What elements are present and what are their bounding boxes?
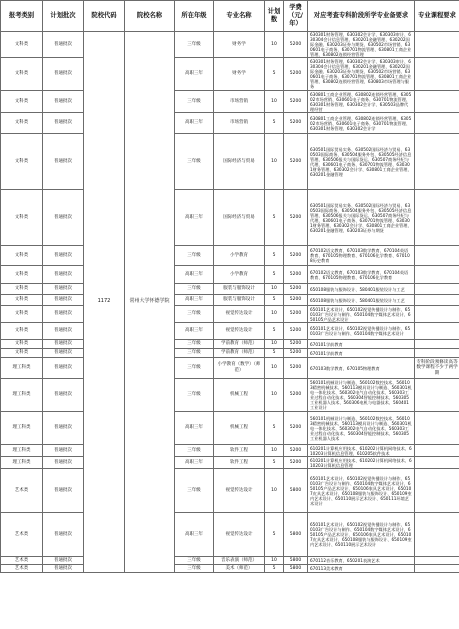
major-cell: 软件工程 — [214, 445, 265, 457]
table-row — [1, 91, 459, 113]
major-cell: 服装与服饰设计 — [214, 284, 265, 295]
plan-cell: 5 — [265, 457, 284, 469]
tuition-cell: 5200 — [284, 266, 308, 284]
category-cell: 文科类 — [1, 295, 43, 306]
grade-cell: 三年级 — [175, 379, 214, 412]
major-cell: 机械工程 — [214, 379, 265, 412]
batch-cell: 普通批次 — [43, 513, 84, 557]
table-row — [1, 412, 459, 445]
requirement-cell: 630301财务管理、630302会计学、630303审计、630304会计信息管理、630201金融管理、630202国际金融、630203证券与期货、630502市场营销、630601电子商务、630701物流管理、630801工商企业管理、630802连锁经营管理、630803市场管理与服务 — [308, 58, 415, 91]
requirement-cell: 650101艺术设计、650102视觉传播设计与制作、650103广告设计与制作、650104数字媒体艺术设计 — [308, 323, 415, 340]
major-cell: 视觉传达设计 — [214, 469, 265, 513]
category-cell: 文科类 — [1, 134, 43, 190]
school-code-cell: 1172 — [84, 32, 125, 573]
tuition-cell: 5200 — [284, 190, 308, 246]
major-cell: 视觉传达设计 — [214, 323, 265, 340]
category-cell: 理工科类 — [1, 445, 43, 457]
batch-cell: 普通批次 — [43, 295, 84, 306]
batch-cell: 普通批次 — [43, 32, 84, 58]
grade-cell: 高职三年 — [175, 412, 214, 445]
header-tuition: 学费（元/年） — [284, 1, 308, 32]
requirement-cell: 670112音乐教育、650201表演艺术 — [308, 557, 415, 565]
category-cell: 文科类 — [1, 349, 43, 358]
table-row — [1, 379, 459, 412]
major-cell: 软件工程 — [214, 457, 265, 469]
tuition-cell: 5200 — [284, 306, 308, 323]
batch-cell: 普通批次 — [43, 469, 84, 513]
tuition-cell: 5200 — [284, 349, 308, 358]
batch-cell: 普通批次 — [43, 58, 84, 91]
tuition-cell: 5200 — [284, 295, 308, 306]
tuition-cell: 5800 — [284, 565, 308, 573]
table-row — [1, 557, 459, 565]
grade-cell: 三年级 — [175, 246, 214, 266]
tuition-cell: 5800 — [284, 557, 308, 565]
grade-cell: 高职三年 — [175, 58, 214, 91]
note-cell — [415, 412, 459, 445]
grade-cell: 三年级 — [175, 445, 214, 457]
batch-cell: 普通批次 — [43, 349, 84, 358]
requirement-cell: 670102语文教育、670103数学教育、670104英语教育、670105物理教育、670106化学教育 — [308, 266, 415, 284]
table-row — [1, 284, 459, 295]
grade-cell: 三年级 — [175, 340, 214, 349]
grade-cell: 三年级 — [175, 284, 214, 295]
tuition-cell: 5200 — [284, 32, 308, 58]
grade-cell: 高职三年 — [175, 190, 214, 246]
major-cell: 市场营销 — [214, 113, 265, 134]
plan-cell: 10 — [265, 445, 284, 457]
grade-cell: 三年级 — [175, 32, 214, 58]
plan-cell: 10 — [265, 340, 284, 349]
category-cell: 文科类 — [1, 246, 43, 266]
major-cell: 小学教育 — [214, 266, 265, 284]
plan-cell: 5 — [265, 349, 284, 358]
note-cell — [415, 557, 459, 565]
batch-cell: 普通批次 — [43, 113, 84, 134]
table-row — [1, 113, 459, 134]
tuition-cell: 5200 — [284, 379, 308, 412]
note-cell — [415, 91, 459, 113]
plan-cell: 10 — [265, 284, 284, 295]
category-cell: 理工科类 — [1, 379, 43, 412]
requirement-cell: 630801工商企业管理、630802连锁经营管理、630502市场营销、630601电子商务、630701物流管理、630301财务管理、630302会计学 — [308, 113, 415, 134]
plan-cell: 5 — [265, 412, 284, 445]
note-cell — [415, 513, 459, 557]
plan-cell: 10 — [265, 91, 284, 113]
grade-cell: 高职三年 — [175, 457, 214, 469]
header-code: 院校代码 — [84, 1, 125, 32]
table-row — [1, 295, 459, 306]
plan-cell: 5 — [265, 113, 284, 134]
requirement-cell: 630501国际贸易实务、630502国际经济与贸易、630503国际商务、630504服务外包、630505经济信息管理、630506报关与国际货运、630507商务经纪与代理、630601电子商务、630701物流管理、630301财务管理、630302会计学、630801工商企业管理、630201金融管理、630203证券与期货 — [308, 190, 415, 246]
note-cell — [415, 32, 459, 58]
batch-cell: 普通批次 — [43, 323, 84, 340]
major-cell: 小学教育（数学）（师范） — [214, 358, 265, 379]
note-cell — [415, 246, 459, 266]
grade-cell: 三年级 — [175, 565, 214, 573]
plan-cell: 5 — [265, 295, 284, 306]
category-cell: 文科类 — [1, 91, 43, 113]
header-major: 专业名称 — [214, 1, 265, 32]
category-cell: 理工科类 — [1, 358, 43, 379]
table-row — [1, 246, 459, 266]
grade-cell: 高职三年 — [175, 513, 214, 557]
note-cell — [415, 306, 459, 323]
category-cell: 文科类 — [1, 190, 43, 246]
note-cell: 专科阶段须修读高等数学课程不少于两学期 — [415, 358, 459, 379]
requirement-cell: 650101艺术设计、650102视觉传播设计与制作、650103广告设计与制作、650104数字媒体艺术设计、650105产品艺术设计 — [308, 306, 415, 323]
tuition-cell: 5200 — [284, 246, 308, 266]
requirement-cell: 670102语文教育、670103数学教育、670104英语教育、670105物理教育、670106化学教育、670108历史教育 — [308, 246, 415, 266]
category-cell: 文科类 — [1, 113, 43, 134]
grade-cell: 三年级 — [175, 91, 214, 113]
major-cell: 财务学 — [214, 58, 265, 91]
major-cell: 机械工程 — [214, 412, 265, 445]
batch-cell: 普通批次 — [43, 266, 84, 284]
requirement-cell: 670113美术教育 — [308, 565, 415, 573]
batch-cell: 普通批次 — [43, 557, 84, 565]
grade-cell: 三年级 — [175, 557, 214, 565]
note-cell — [415, 323, 459, 340]
requirement-cell: 610201计算机应用技术、610202计算机网络技术、610203计算机信息管理、610205软件技术 — [308, 445, 415, 457]
requirement-cell: 630501国际贸易实务、630502国际经济与贸易、630503国际商务、630504服务外包、630505经济信息管理、630506报关与国际货运、630507商务经纪与代理、630601电子商务、630701物流管理、630301财务管理、630302会计学、630801工商企业管理、630201金融管理 — [308, 134, 415, 190]
plan-cell: 5 — [265, 246, 284, 266]
table-row — [1, 266, 459, 284]
tuition-cell: 5200 — [284, 134, 308, 190]
plan-cell: 5 — [265, 266, 284, 284]
category-cell: 艺术类 — [1, 469, 43, 513]
major-cell: 音乐表演（师范） — [214, 557, 265, 565]
batch-cell: 普通批次 — [43, 91, 84, 113]
plan-cell: 10 — [265, 557, 284, 565]
grade-cell: 三年级 — [175, 358, 214, 379]
major-cell: 学前教育（师范） — [214, 349, 265, 358]
tuition-cell: 5200 — [284, 113, 308, 134]
table-row — [1, 457, 459, 469]
category-cell: 文科类 — [1, 32, 43, 58]
major-cell: 服装与服饰设计 — [214, 295, 265, 306]
batch-cell: 普通批次 — [43, 284, 84, 295]
grade-cell: 高职三年 — [175, 323, 214, 340]
batch-cell: 普通批次 — [43, 358, 84, 379]
category-cell: 文科类 — [1, 266, 43, 284]
table-row — [1, 513, 459, 557]
table-row — [1, 469, 459, 513]
header-plan: 计划数 — [265, 1, 284, 32]
tuition-cell: 5200 — [284, 58, 308, 91]
requirement-cell: 670103数学教育、670105物理教育 — [308, 358, 415, 379]
note-cell — [415, 284, 459, 295]
plan-cell: 10 — [265, 32, 284, 58]
grade-cell: 高职三年 — [175, 113, 214, 134]
grade-cell: 三年级 — [175, 134, 214, 190]
requirement-cell: 650101艺术设计、650102视觉传播设计与制作、650103广告设计与制作、650104数字媒体艺术设计、650105产品艺术设计、650106家具艺术设计、650107皮具艺术设计、650108服装与服饰设计、650109室内艺术设计、650110展示艺术设计 — [308, 513, 415, 557]
note-cell — [415, 340, 459, 349]
table-body — [1, 32, 459, 573]
major-cell: 国际经济与贸易 — [214, 190, 265, 246]
table-row — [1, 58, 459, 91]
major-cell: 学前教育（师范） — [214, 340, 265, 349]
note-cell — [415, 379, 459, 412]
table-row — [1, 134, 459, 190]
header-batch: 计划批次 — [43, 1, 84, 32]
category-cell: 文科类 — [1, 340, 43, 349]
header-note: 专业课程要求 — [415, 1, 459, 32]
note-cell — [415, 266, 459, 284]
category-cell: 文科类 — [1, 58, 43, 91]
requirement-cell: 670101学前教育 — [308, 340, 415, 349]
header-category: 报考类别 — [1, 1, 43, 32]
table-row — [1, 32, 459, 58]
requirement-cell: 650108服装与服饰设计、580401服装设计与工艺 — [308, 295, 415, 306]
plan-cell: 10 — [265, 358, 284, 379]
grade-cell: 三年级 — [175, 349, 214, 358]
note-cell — [415, 469, 459, 513]
batch-cell: 普通批次 — [43, 445, 84, 457]
table-row — [1, 340, 459, 349]
tuition-cell: 5200 — [284, 457, 308, 469]
batch-cell: 普通批次 — [43, 190, 84, 246]
category-cell: 艺术类 — [1, 557, 43, 565]
grade-cell: 三年级 — [175, 306, 214, 323]
major-cell: 国际经济与贸易 — [214, 134, 265, 190]
category-cell: 文科类 — [1, 323, 43, 340]
grade-cell: 高职三年 — [175, 266, 214, 284]
table-row — [1, 565, 459, 573]
header-requirement: 对应考查专科阶段所学专业备要求 — [308, 1, 415, 32]
header-school-name: 院校名称 — [125, 1, 175, 32]
grade-cell: 三年级 — [175, 469, 214, 513]
plan-cell: 5 — [265, 513, 284, 557]
batch-cell: 普通批次 — [43, 340, 84, 349]
requirement-cell: 630801工商企业管理、630802连锁经营管理、630502市场营销、630601电子商务、630701物流管理、630301财务管理、630302会计学、630503品牌代理经营 — [308, 91, 415, 113]
batch-cell: 普通批次 — [43, 246, 84, 266]
requirement-cell: 650101艺术设计、650102视觉传播设计与制作、650103广告设计与制作、650104数字媒体艺术设计、650105产品艺术设计、650106家具艺术设计、650107皮具艺术设计、650108服装与服饰设计、650109室内艺术设计、650110展示艺术设计、650111环境艺术设计 — [308, 469, 415, 513]
table-row — [1, 349, 459, 358]
batch-cell: 普通批次 — [43, 565, 84, 573]
requirement-cell: 630301财务管理、630302会计学、630303审计、630304会计信息管理、630201金融管理、630202国际金融、630203证券与期货、630502市场营销、630601电子商务、630701物流管理、630801工商企业管理、630802连锁经营管理 — [308, 32, 415, 58]
tuition-cell: 5200 — [284, 91, 308, 113]
note-cell — [415, 58, 459, 91]
tuition-cell: 5200 — [284, 284, 308, 295]
plan-cell: 5 — [265, 565, 284, 573]
note-cell — [415, 190, 459, 246]
table-row — [1, 306, 459, 323]
note-cell — [415, 295, 459, 306]
note-cell — [415, 113, 459, 134]
major-cell: 美术（师范） — [214, 565, 265, 573]
tuition-cell: 5200 — [284, 358, 308, 379]
tuition-cell: 5200 — [284, 412, 308, 445]
category-cell: 文科类 — [1, 284, 43, 295]
tuition-cell: 5200 — [284, 340, 308, 349]
school-name-cell: 常州大学怀德学院 — [125, 32, 175, 573]
requirement-cell: 610201计算机应用技术、610202计算机网络技术、610203计算机信息管理 — [308, 457, 415, 469]
header-row — [1, 1, 459, 32]
tuition-cell: 5200 — [284, 445, 308, 457]
major-cell: 财务学 — [214, 32, 265, 58]
requirement-cell: 560101机械设计与制造、560102数控技术、560103精密机械技术、560113模具设计与制造、560301机电一体化技术、560302电气自动化技术、560303工业过程自动化技术、560304智能控制技术、560305工业机器人技术、560306电机与电器技术、560401工业设计 — [308, 379, 415, 412]
header-grade: 所在年级 — [175, 1, 214, 32]
plan-cell: 10 — [265, 469, 284, 513]
table-row — [1, 190, 459, 246]
major-cell: 市场营销 — [214, 91, 265, 113]
requirement-cell: 670101学前教育 — [308, 349, 415, 358]
plan-cell: 10 — [265, 134, 284, 190]
note-cell — [415, 349, 459, 358]
requirement-cell: 560101机械设计与制造、560102数控技术、560103精密机械技术、560113模具设计与制造、560301机电一体化技术、560302电气自动化技术、560303工业过程自动化技术、560304智能控制技术、560305工业机器人技术 — [308, 412, 415, 445]
batch-cell: 普通批次 — [43, 379, 84, 412]
plan-cell: 10 — [265, 379, 284, 412]
category-cell: 理工科类 — [1, 412, 43, 445]
batch-cell: 普通批次 — [43, 457, 84, 469]
plan-cell: 5 — [265, 58, 284, 91]
category-cell: 文科类 — [1, 306, 43, 323]
plan-cell: 5 — [265, 190, 284, 246]
table-row — [1, 358, 459, 379]
category-cell: 艺术类 — [1, 513, 43, 557]
batch-cell: 普通批次 — [43, 306, 84, 323]
grade-cell: 高职三年 — [175, 295, 214, 306]
major-cell: 视觉传达设计 — [214, 513, 265, 557]
major-cell: 小学教育 — [214, 246, 265, 266]
batch-cell: 普通批次 — [43, 134, 84, 190]
major-cell: 视觉传达设计 — [214, 306, 265, 323]
plan-cell: 10 — [265, 306, 284, 323]
note-cell — [415, 565, 459, 573]
tuition-cell: 5800 — [284, 513, 308, 557]
note-cell — [415, 457, 459, 469]
plan-cell: 5 — [265, 323, 284, 340]
table-row — [1, 323, 459, 340]
category-cell: 艺术类 — [1, 565, 43, 573]
tuition-cell: 5800 — [284, 469, 308, 513]
tuition-cell: 5200 — [284, 323, 308, 340]
note-cell — [415, 445, 459, 457]
note-cell — [415, 134, 459, 190]
batch-cell: 普通批次 — [43, 412, 84, 445]
requirement-cell: 650108服装与服饰设计、580401服装设计与工艺 — [308, 284, 415, 295]
category-cell: 理工科类 — [1, 457, 43, 469]
table-row — [1, 445, 459, 457]
